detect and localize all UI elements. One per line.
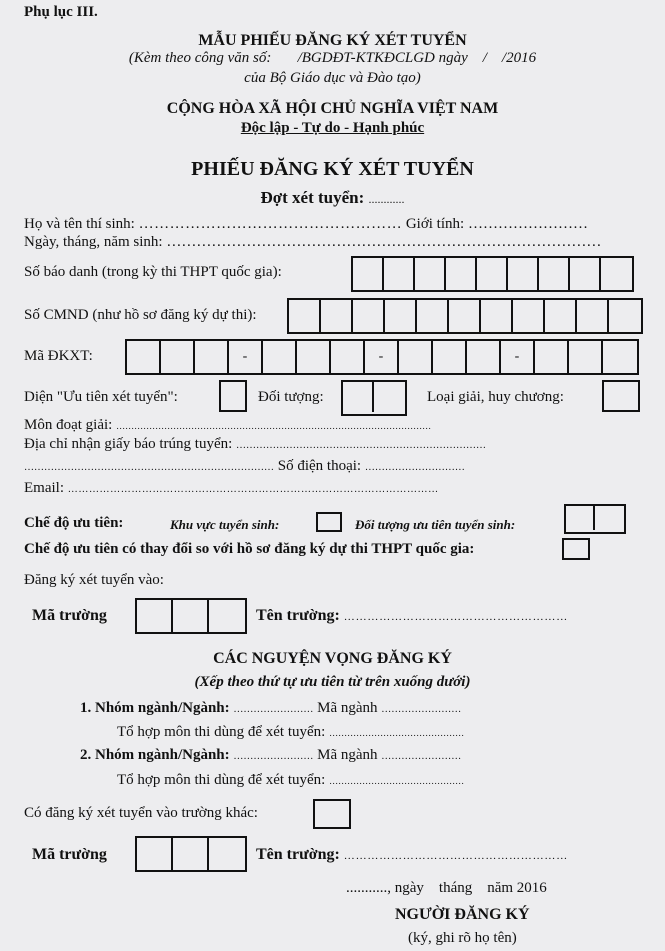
form-title: PHIẾU ĐĂNG KÝ XÉT TUYỂN: [191, 158, 474, 180]
digit-box[interactable]: [209, 600, 245, 632]
digit-box[interactable]: [467, 341, 501, 373]
aspiration-2-major-line: [80, 747, 461, 764]
digit-box[interactable]: [477, 258, 508, 290]
digit-box[interactable]: [331, 341, 365, 373]
digit-box[interactable]: [545, 300, 577, 332]
republic-heading: CỘNG HÒA XÃ HỘI CHỦ NGHĨA VIỆT NAM: [166, 100, 499, 117]
school-name-label: Tên trường:: [256, 607, 340, 624]
separator-cell: -: [229, 341, 263, 373]
aspiration-1-code-field[interactable]: ……………………: [381, 704, 462, 715]
aspiration-1-major-line: [80, 700, 461, 717]
digit-box[interactable]: [603, 341, 637, 373]
aspiration-2-combo-line: [117, 772, 464, 789]
cmnd-boxes[interactable]: [287, 298, 643, 334]
digit-box[interactable]: [137, 600, 173, 632]
digit-box[interactable]: [569, 341, 603, 373]
aspiration-1-major-label: 1. Nhóm ngành/Ngành:: [80, 700, 230, 716]
digit-box[interactable]: [570, 258, 601, 290]
aspiration-1-major-field[interactable]: ……………………: [233, 704, 314, 715]
full-name-field[interactable]: ……………………………………………: [138, 216, 403, 232]
region-label: Khu vực tuyển sinh:: [170, 517, 280, 532]
signature-date-line: ..........., ngày tháng năm 2016: [346, 880, 547, 896]
other-school-name-field[interactable]: …………………………………………………: [343, 850, 568, 862]
address-field[interactable]: …………………………………………………………………: [236, 440, 487, 451]
priority-changed-label: Chế độ ưu tiên có thay đổi so với hồ sơ đăng ký dự thi THPT quốc gia:: [24, 541, 475, 557]
appendix-label: Phụ lục III.: [24, 4, 98, 20]
signature-note: (ký, ghi rõ họ tên): [408, 930, 517, 946]
award-subject-label: Môn đoạt giải:: [24, 417, 113, 433]
dob-label: Ngày, tháng, năm sinh:: [24, 234, 163, 250]
priority-object-label: Đối tượng ưu tiên tuyển sinh:: [355, 517, 516, 532]
attached-document-line: (Kèm theo công văn số: /BGDĐT-KTKĐCLGD ngày / /2016: [128, 50, 537, 66]
phone-label: Số điện thoại:: [277, 458, 362, 474]
digit-box[interactable]: [297, 341, 331, 373]
other-school-name-label: Tên trường:: [256, 846, 340, 863]
digit-box[interactable]: [173, 838, 209, 870]
digit-box[interactable]: [263, 341, 297, 373]
subject-group-boxes[interactable]: [341, 380, 407, 416]
dkxt-label: Mã ĐKXT:: [24, 348, 93, 364]
priority-changed-box[interactable]: [562, 538, 590, 560]
digit-box[interactable]: [137, 838, 173, 870]
sbd-boxes[interactable]: [351, 256, 634, 292]
other-school-box[interactable]: [313, 799, 351, 829]
school-code-label: Mã trường: [32, 607, 107, 624]
address-label: Địa chỉ nhận giấy báo trúng tuyển:: [24, 436, 233, 452]
round-line: [0, 188, 665, 208]
digit-box[interactable]: [508, 258, 539, 290]
motto: [0, 120, 665, 137]
award-subject-line: [24, 417, 431, 434]
digit-box[interactable]: [595, 506, 624, 530]
email-field[interactable]: ……………………………………………………………………………………………: [67, 484, 439, 495]
digit-box[interactable]: [539, 258, 570, 290]
gender-field[interactable]: ……………………: [467, 216, 588, 232]
digit-box[interactable]: [374, 382, 405, 412]
digit-box[interactable]: [384, 258, 415, 290]
digit-box[interactable]: [161, 341, 195, 373]
dkxt-boxes[interactable]: [125, 339, 639, 375]
other-school-label: Có đăng ký xét tuyển vào trường khác:: [24, 805, 258, 821]
aspiration-2-code-label: Mã ngành: [317, 747, 378, 763]
address-line: [24, 436, 486, 453]
digit-box[interactable]: [353, 258, 384, 290]
award-label: Loại giải, huy chương:: [427, 389, 564, 405]
region-box[interactable]: [316, 512, 342, 532]
motto-text: Độc lập - Tự do - Hạnh phúc: [240, 120, 425, 136]
priority-admission-label: Diện "Ưu tiên xét tuyển":: [24, 389, 178, 405]
digit-box[interactable]: [417, 300, 449, 332]
digit-box[interactable]: [399, 341, 433, 373]
digit-box[interactable]: [433, 341, 467, 373]
digit-box[interactable]: [481, 300, 513, 332]
other-school-code-boxes[interactable]: [135, 836, 247, 872]
award-subject-field[interactable]: ……………………………………………………………………………………………: [116, 421, 432, 431]
digit-box[interactable]: [566, 506, 595, 530]
address-phone-line: [24, 458, 465, 475]
aspirations-title: CÁC NGUYỆN VỌNG ĐĂNG KÝ: [213, 650, 452, 667]
email-label: Email:: [24, 480, 64, 496]
school-name-field[interactable]: …………………………………………………: [343, 611, 568, 623]
register-into-label: Đăng ký xét tuyển vào:: [24, 572, 164, 588]
digit-box[interactable]: [343, 382, 374, 412]
aspiration-2-code-field[interactable]: ……………………: [381, 751, 462, 762]
full-name-label: Họ và tên thí sinh:: [24, 216, 135, 232]
priority-mode-label: Chế độ ưu tiên:: [24, 515, 124, 531]
aspiration-1-combo-field[interactable]: ………………………………………: [329, 728, 465, 738]
round-label: Đợt xét tuyển:: [260, 188, 365, 207]
digit-box[interactable]: [449, 300, 481, 332]
subject-group-label: Đối tượng:: [258, 389, 324, 405]
award-box[interactable]: [602, 380, 640, 412]
priority-admission-box[interactable]: [219, 380, 247, 412]
digit-box[interactable]: [577, 300, 609, 332]
digit-box[interactable]: [446, 258, 477, 290]
priority-object-boxes[interactable]: [564, 504, 626, 534]
phone-field[interactable]: …………………………: [364, 462, 465, 473]
digit-box[interactable]: [209, 838, 245, 870]
school-code-boxes[interactable]: [135, 598, 247, 634]
digit-box[interactable]: [415, 258, 446, 290]
aspiration-1-code-label: Mã ngành: [317, 700, 378, 716]
dob-line: [24, 234, 601, 251]
aspiration-2-combo-label: Tổ hợp môn thi dùng để xét tuyển:: [117, 772, 326, 788]
email-line: [24, 480, 439, 497]
aspiration-1-combo-line: [117, 724, 464, 741]
separator-cell: -: [365, 341, 399, 373]
digit-box[interactable]: [321, 300, 353, 332]
dob-field[interactable]: ……………………………………………………………………………: [166, 234, 602, 250]
aspiration-2-combo-field[interactable]: ………………………………………: [329, 776, 465, 786]
digit-box[interactable]: [195, 341, 229, 373]
separator-cell: -: [501, 341, 535, 373]
other-school-name-line: [256, 846, 568, 864]
form-sample-title: MẪU PHIẾU ĐĂNG KÝ XÉT TUYỂN: [198, 32, 467, 49]
digit-box[interactable]: [385, 300, 417, 332]
aspiration-2-major-field[interactable]: ……………………: [233, 751, 314, 762]
digit-box[interactable]: [353, 300, 385, 332]
round-field[interactable]: ............: [368, 192, 405, 206]
signer-title: NGƯỜI ĐĂNG KÝ: [395, 906, 530, 923]
digit-box[interactable]: [173, 600, 209, 632]
ministry-line: của Bộ Giáo dục và Đào tạo): [244, 70, 421, 86]
name-line: [24, 216, 588, 233]
digit-box[interactable]: [127, 341, 161, 373]
other-school-code-label: Mã trường: [32, 846, 107, 863]
sbd-label: Số báo danh (trong kỳ thi THPT quốc gia):: [24, 264, 282, 280]
school-name-line: [256, 607, 568, 625]
address-continuation-field[interactable]: …………………………………………………………………: [24, 462, 274, 473]
aspiration-1-combo-label: Tổ hợp môn thi dùng để xét tuyển:: [117, 724, 326, 740]
digit-box[interactable]: [535, 341, 569, 373]
digit-box[interactable]: [289, 300, 321, 332]
gender-label: Giới tính:: [405, 216, 465, 232]
aspirations-subtitle: (Xếp theo thứ tự ưu tiên từ trên xuống dưới): [194, 674, 471, 690]
digit-box[interactable]: [601, 258, 632, 290]
cmnd-label: Số CMND (như hồ sơ đăng ký dự thi):: [24, 307, 257, 323]
digit-box[interactable]: [513, 300, 545, 332]
aspiration-2-major-label: 2. Nhóm ngành/Ngành:: [80, 747, 230, 763]
digit-box[interactable]: [609, 300, 641, 332]
